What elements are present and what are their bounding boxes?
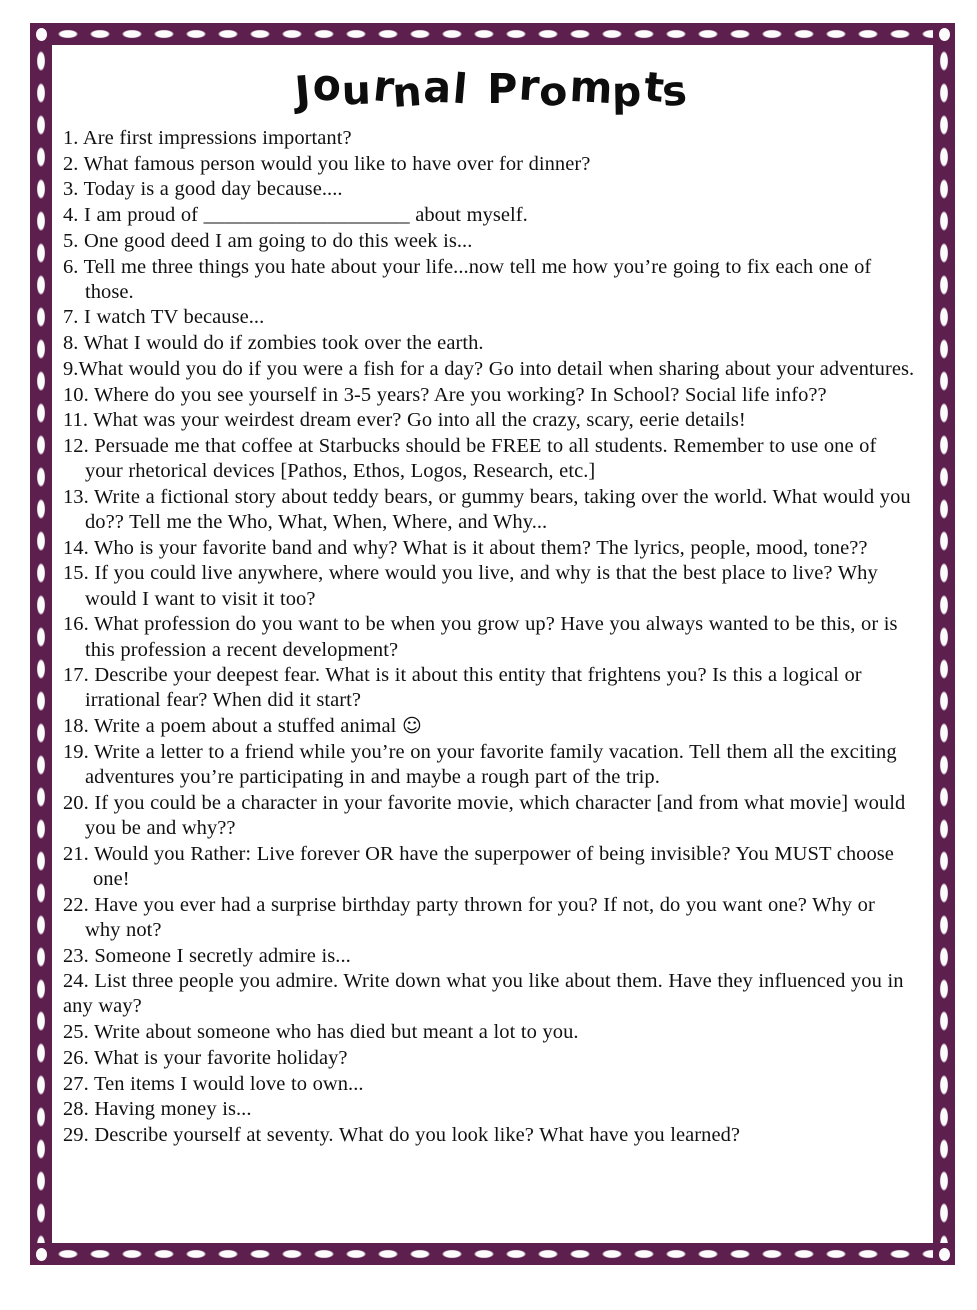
- title-char: [467, 69, 487, 110]
- prompt-item: 10. Where do you see yourself in 3-5 years? Are you working? In School? Social life info??: [63, 383, 827, 406]
- frame-band-right: [933, 23, 955, 1265]
- title-char: o: [536, 67, 570, 116]
- frame-band-top: [30, 23, 955, 45]
- title-char: P: [487, 65, 519, 113]
- prompt-item: 21. Would you Rather: Live forever OR have the superpower of being invisible? You MUST choose one!: [63, 842, 894, 890]
- title-char: l: [450, 64, 471, 114]
- prompt-item: 7. I watch TV because...: [63, 306, 265, 329]
- prompt-item: 18. Write a poem about a stuffed animal ☺: [63, 715, 422, 738]
- prompt-item: 27. Ten items I would love to own...: [63, 1072, 364, 1095]
- frame-corner-dot-top-right: [939, 28, 950, 41]
- prompt-item: 17. Describe your deepest fear. What is it about this entity that frightens you? Is this a logical or irrational fear? When did it start?: [63, 664, 862, 712]
- frame-band-bottom: [30, 1243, 955, 1265]
- prompt-item: 15. If you could live anywhere, where would you live, and why is that the best place to live? Why would I want to visit it too?: [63, 562, 878, 610]
- prompt-item: 2. What famous person would you like to have over for dinner?: [63, 152, 591, 175]
- prompt-item: 29. Describe yourself at seventy. What do you look like? What have you learned?: [63, 1123, 741, 1146]
- prompt-item: 23. Someone I secretly admire is...: [63, 944, 351, 967]
- frame-corner-dot-top-left: [36, 28, 47, 41]
- frame-corner-dot-bottom-left: [36, 1248, 47, 1261]
- frame-band-left: [30, 23, 52, 1265]
- prompt-item: 9.What would you do if you were a fish for a day? Go into detail when sharing about your adventures.: [63, 357, 915, 380]
- title-char: r: [370, 60, 398, 113]
- prompt-item: 5. One good deed I am going to do this week is...: [63, 229, 473, 252]
- prompt-item: 16. What profession do you want to be when you grow up? Have you always wanted to be this, or is this profession a recent development?: [63, 613, 898, 661]
- prompt-item: 1. Are first impressions important?: [63, 127, 352, 149]
- prompt-item: 22. Have you ever had a surprise birthday party thrown for you? If not, do you want one? Why or why not?: [63, 893, 875, 941]
- title-char: s: [660, 66, 690, 117]
- title-char: n: [390, 67, 425, 117]
- title-char: J: [293, 66, 314, 116]
- prompt-item: 13. Write a fictional story about teddy bears, or gummy bears, taking over the world. What would you do?? Tell me the Who, What, When, Where, and Why...: [63, 485, 911, 534]
- prompt-item: 14. Who is your favorite band and why? What is it about them? The lyrics, people, mood, tone??: [63, 536, 868, 559]
- prompt-item: 20. If you could be a character in your favorite movie, which character [and from what movie] would you be and why??: [63, 791, 906, 839]
- prompt-item: 26. What is your favorite holiday?: [63, 1046, 348, 1069]
- frame-corner-dot-bottom-right: [939, 1248, 950, 1261]
- decorative-dotted-frame: [30, 23, 955, 1265]
- title-char: o: [311, 59, 344, 112]
- prompt-item: 6. Tell me three things you hate about your life...now tell me how you’re going to fix each one of those.: [63, 255, 872, 303]
- worksheet-sheet: [52, 45, 933, 1243]
- title-char: a: [422, 61, 454, 114]
- smiley-face-icon: ☺: [401, 715, 422, 738]
- journal-prompt-list: [52, 126, 933, 1148]
- prompt-item: 28. Having money is...: [63, 1098, 252, 1121]
- title-char: t: [642, 62, 667, 112]
- page-title: [52, 59, 933, 117]
- prompt-item: 8. What I would do if zombies took over the earth.: [63, 332, 484, 355]
- title-char: p: [611, 67, 644, 117]
- title-char: r: [517, 60, 543, 112]
- title-char: m: [568, 61, 615, 114]
- title-char: u: [340, 66, 373, 115]
- prompt-item: 12. Persuade me that coffee at Starbucks should be FREE to all students. Remember to use one of your rhetorical devices [Pathos, Ethos, Logos, Research, etc.]: [63, 434, 877, 483]
- prompt-item: 11. What was your weirdest dream ever? Go into all the crazy, scary, eerie details!: [63, 409, 746, 432]
- prompt-item: 19. Write a letter to a friend while you’re on your favorite family vacation. Tell them all the exciting adventures you’re participating in and maybe a rough part of the trip.: [63, 740, 897, 789]
- prompt-item: 4. I am proud of ____________________ about myself.: [63, 204, 528, 227]
- prompt-item: 25. Write about someone who has died but meant a lot to you.: [63, 1021, 579, 1044]
- prompt-item: 3. Today is a good day because....: [63, 178, 343, 201]
- prompt-item: 24. List three people you admire. Write down what you like about them. Have they influenced you in any way?: [63, 970, 904, 1018]
